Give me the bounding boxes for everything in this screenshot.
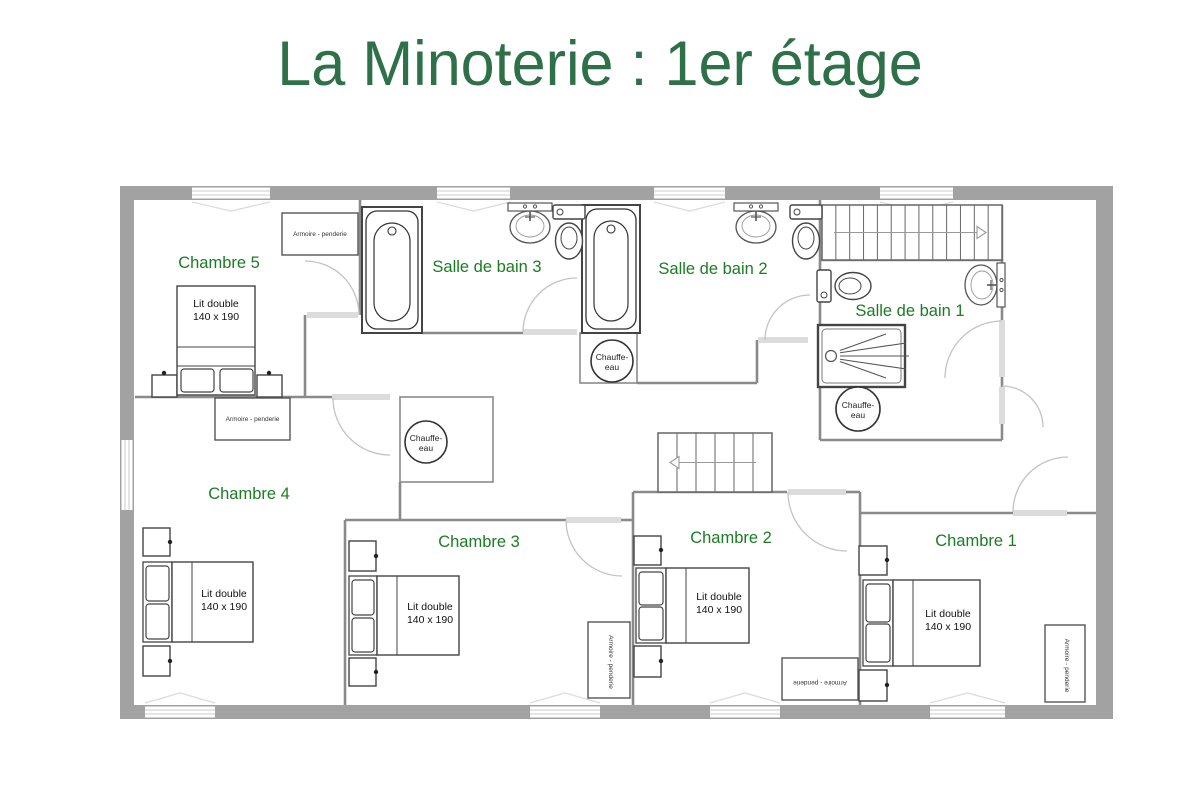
nightstand <box>257 375 282 397</box>
bed-size-label: 140 x 190 <box>200 601 248 613</box>
water-heater <box>836 387 880 431</box>
wardrobe-chambre3 <box>588 622 630 698</box>
nightstand-knob <box>374 554 378 558</box>
room-label-salle-de-bain-2: Salle de bain 2 <box>658 260 768 278</box>
toilet-bowl <box>556 223 583 259</box>
bed-size-label: 140 x 190 <box>192 311 240 323</box>
pillow <box>146 604 169 639</box>
water-heater-label: eau <box>418 443 434 453</box>
room-label-chambre4: Chambre 4 <box>208 485 290 503</box>
bed-size-label: 140 x 190 <box>924 621 972 633</box>
room-label-chambre3: Chambre 3 <box>438 533 520 551</box>
water-heater-label: eau <box>604 362 620 372</box>
page-title: La Minoterie : 1er étage <box>277 29 923 99</box>
nightstand <box>859 670 887 701</box>
wardrobe-label: Armoire - penderie <box>607 635 614 689</box>
nightstand <box>143 528 170 556</box>
pillow <box>639 572 663 605</box>
wardrobe-chambre4 <box>215 398 290 440</box>
water-heater-label: Chauffe- <box>595 352 629 362</box>
pillow <box>146 566 169 601</box>
bathtub-sdb3 <box>362 207 422 333</box>
wardrobe-chambre2 <box>782 658 858 700</box>
toilet-sdb1 <box>817 270 871 302</box>
nightstand-knob <box>168 659 172 663</box>
pillow <box>352 618 374 652</box>
toilet-tank <box>553 205 585 219</box>
nightstand <box>634 536 661 565</box>
nightstand-knob <box>374 670 378 674</box>
pillow <box>181 369 214 392</box>
wardrobe-chambre1 <box>1045 625 1085 702</box>
toilet-tank <box>790 205 822 219</box>
nightstand-knob <box>168 540 172 544</box>
bed-size-label: Lit double <box>925 608 971 620</box>
nightstand <box>859 546 887 575</box>
nightstand-knob <box>267 371 271 375</box>
room-label-chambre1: Chambre 1 <box>935 532 1017 550</box>
toilet-tank <box>817 270 831 302</box>
nightstand-knob <box>885 683 889 687</box>
nightstand <box>634 646 661 677</box>
staircase-main <box>822 205 1002 260</box>
room-label-chambre2: Chambre 2 <box>690 529 772 547</box>
sink-sdb2 <box>734 203 778 243</box>
pillow <box>866 624 890 662</box>
nightstand <box>152 375 177 397</box>
sink-sdb3 <box>508 203 552 243</box>
wardrobe-label: Armoire - penderie <box>225 416 280 423</box>
shower-sdb1 <box>818 325 909 387</box>
bed-size-label: Lit double <box>696 591 742 603</box>
wardrobe-chambre5 <box>282 213 358 255</box>
nightstand-knob <box>885 558 889 562</box>
outer-wall-right <box>1096 186 1113 719</box>
wardrobe-label: Armoire - penderie <box>1063 638 1070 693</box>
sink-sdb1 <box>965 263 1005 307</box>
nightstand <box>349 541 376 571</box>
bed-size-label: Lit double <box>193 298 239 310</box>
window <box>122 440 133 510</box>
pillow <box>220 369 253 392</box>
water-heater-label: Chauffe- <box>409 433 443 443</box>
room-label-salle-de-bain-1: Salle de bain 1 <box>855 302 965 320</box>
wardrobe-label: Armoire - penderie <box>293 231 347 238</box>
pillow <box>866 584 890 622</box>
bed-size-label: 140 x 190 <box>695 604 743 616</box>
bed-size-label: Lit double <box>201 588 247 600</box>
toilet-sdb3 <box>553 205 585 259</box>
water-heater-label: Chauffe- <box>841 400 875 410</box>
water-heater <box>405 421 447 463</box>
nightstand-knob <box>659 659 663 663</box>
nightstand <box>143 646 170 676</box>
toilet-bowl <box>793 223 820 259</box>
bed-size-label: Lit double <box>407 601 453 613</box>
wardrobe-label: Armoire - penderie <box>793 679 847 686</box>
toilet-sdb2 <box>790 205 822 259</box>
room-label-chambre5: Chambre 5 <box>178 254 260 272</box>
water-heater <box>591 340 633 382</box>
water-heater-label: eau <box>850 410 866 420</box>
pillow <box>639 607 663 640</box>
sink-counter <box>734 203 778 211</box>
nightstand <box>349 658 376 686</box>
room-label-salle-de-bain-3: Salle de bain 3 <box>432 258 542 276</box>
pillow <box>352 580 374 615</box>
sink-counter <box>997 263 1005 307</box>
toilet-bowl <box>835 273 871 300</box>
bathtub-sdb2 <box>582 205 640 333</box>
sink-counter <box>508 203 552 211</box>
bed-size-label: 140 x 190 <box>406 614 454 626</box>
nightstand-knob <box>659 548 663 552</box>
staircase-middle <box>658 433 772 492</box>
nightstand-knob <box>162 371 166 375</box>
